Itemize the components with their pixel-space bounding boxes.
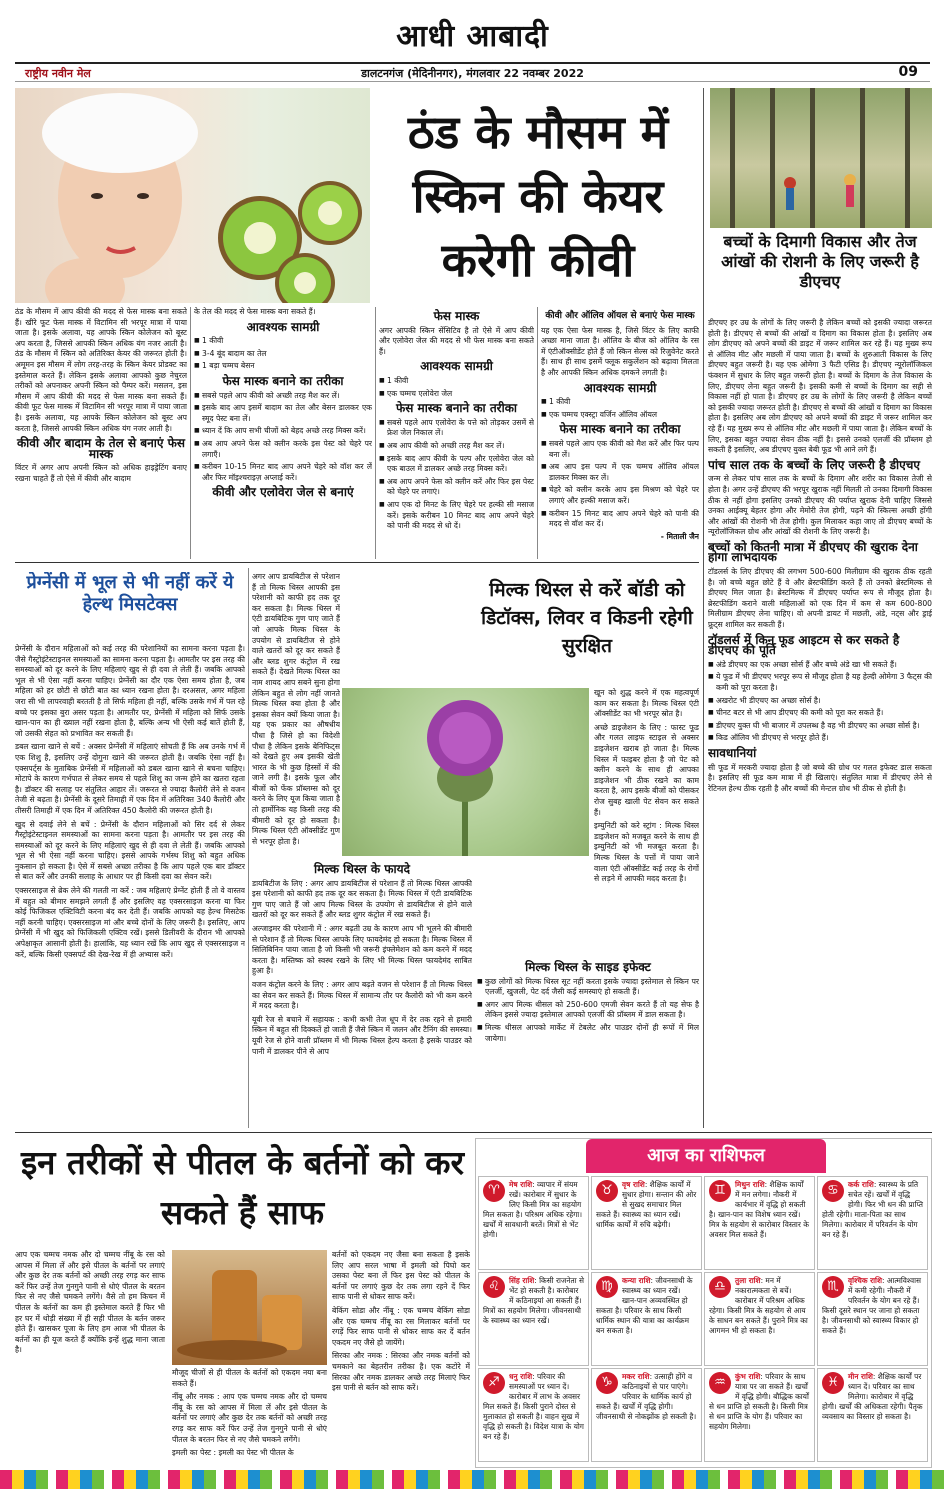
brass-column-1 bbox=[15, 1250, 165, 1465]
rashi-name: सिंह राशि bbox=[509, 1276, 535, 1285]
rashi-text: : परिवार की समस्याओं पर ध्यान दें। कारोबार में लाभ के अवसर मिल सकते हैं। किसी पुराने दोस्त से मुलाकात हो सकती है। वाहन सुख में वृद्धि हो सकती है। विदेश यात्रा के योग बन रहे हैं। bbox=[483, 1372, 584, 1441]
milk-col2b: अच्छे डाइजेशन के लिए : फास्ट फूड और गलत लाइफ स्टाइल से अक्सर डाइजेशन खराब हो जाता है। मिल्क थिस्ल में फाइबर होता है जो पेट को क्लीन करने के साथ ही आपका डाइजेशन भी ठीक रखने का काम करता है, आप इसके बीजों को पीसकर रोज सुबह खाली पेट सेवन कर सकते हैं। bbox=[594, 722, 699, 817]
rashi-card bbox=[704, 1368, 815, 1462]
milk-column-2 bbox=[594, 688, 699, 953]
list-item: ■ मिल्क थीसल आपको मार्केट में टेबलेट और पाउडर दोनों ही रूपों में मिल जायेगा। bbox=[477, 1023, 699, 1044]
rashi-text: : शैक्षिक कार्यों में मन लगेगा। नौकरी में कार्यभार में वृद्धि हो सकती है। खान-पान का विशेष ध्यान रखें। मित्र के सहयोग से कारोबार विस्तार के अवसर मिल सकते हैं। bbox=[709, 1180, 809, 1239]
pregnancy-column bbox=[15, 644, 245, 1128]
masthead bbox=[0, 0, 945, 62]
pregnancy-body-4: एक्सरसाइज से ब्रेक लेने की गलती ना करें : जब महिलाएं प्रेग्नेंट होती हैं तो वे वास्तव में बहुत को बीमार समझने लगती हैं और इसलिए वह एक्सरसाइज करना या फिर कोई फिजिकल एक्टिविटी करना बंद कर देती हैं। जबकि आपको यह हेल्थ मिसटेक नहीं करनी चाहिए। एक्सरसाइज मां और बच्चे दोनों के लिए जरूरी है। इसलिए, आप प्रेग्नेंसी में भी खुद को फिजिकली एक्टिव रखें। इससे डिलीवरी के दौरान भी आपको अपेक्षाकृत आसानी होती है। हालांकि, यह ध्यान रखें कि आप खुद से एक्सरसाइज न करें, बल्कि किसी एक्सपर्ट की देख-रेख में ही अभ्यास करें। bbox=[15, 886, 245, 959]
rashi-text: : स्वास्थ्य के प्रति सचेत रहें। खर्चों में वृद्धि होगी। फिर भी धन की प्राप्ति होती रहेगी। माता-पिता का साथ मिलेगा। कारोबार में परिवर्तन के योग बन रहे हैं। bbox=[822, 1180, 923, 1239]
kiwi-column-1 bbox=[15, 307, 187, 559]
rashi-card bbox=[478, 1176, 589, 1270]
list-item: ■ अखरोट भी डीएचए का अच्छा सोर्स है। bbox=[708, 696, 932, 707]
list-item: ■ अब आप कीवी को अच्छी तरह मैश कर लें। bbox=[379, 441, 534, 452]
list-item: ■ सबसे पहले आप एलोवेरा के पत्ते को तोड़कर उसमें से फ्रेश जेल निकाल लें। bbox=[379, 418, 534, 439]
rashi-card bbox=[704, 1176, 815, 1270]
dha-body-1: डीएचए हर उम्र के लोगों के लिए जरूरी है लेकिन बच्चों को इसकी ज्यादा जरूरत होती है। डीएचए से बच्चों की आंखों व दिमाग का विकास होता है। इसलिए अब लोग डीएचए को अपने बच्चों की डाइट में जरूर शामिल कर रहे हैं। यह मुख्य रूप से ऑलिव मीट और मछली में पाया जाता है। बच्चों के शुरुआती विकास के लिए डीएचए बहुत जरूरी है। यह एक ओमेगा 3 फैटी एसिड है। डीएचए न्यूरोलॉजिकल फंक्शन में सुधार के लिए बहुत जरूरी होता है। बच्चों के दिमाग के तेज विकास के लिए, डीएचए लेना बहुत जरूरी है। इसकी कमी से बच्चों के दिमाग का सही से विकास नहीं हो पाता है। डीएचए हर उम्र के लोगों के लिए जरूरी है लेकिन बच्चों को इसकी ज्यादा जरूरत होती है। डीएचए से बच्चों की आंखों व दिमाग का विकास होता है। इसलिए अब लोग डीएचए को अपने बच्चों की डाइट में जरूर शामिल कर रहे हैं। यह मुख्य रूप से ऑलिव मीट और मछली में पाया जाता है। लेकिन बच्चों के लिए, इसका बहुत ज्यादा सेवन ठीक नहीं है। इससे उनको एलर्जी की प्रॉब्लम हो सकती है इसलिए, अब डीएचए युक्त बेबी फूड भी आने लगे हैं। bbox=[708, 318, 932, 455]
rashi-name: वृष राशि bbox=[622, 1180, 645, 1189]
zodiac-icon: ♐ bbox=[483, 1372, 505, 1394]
page-title: आधी आबादी bbox=[396, 19, 549, 54]
rashi-name: मिथुन राशि bbox=[735, 1180, 765, 1189]
kiwi-col4-h0: कीवी और ऑलिव ऑयल से बनाएं फेस मास्क bbox=[545, 311, 695, 321]
thistle-photo bbox=[342, 688, 589, 856]
list-item: ■ चीनट बटर से भी आप डीएचए की कमी को पूरा कर सकते हैं। bbox=[708, 708, 932, 719]
list-item: ■ 1 कीवी bbox=[541, 397, 699, 408]
zodiac-icon: ♋ bbox=[822, 1180, 844, 1202]
list-item: ■ इसके बाद आप इसमें बादाम का तेल और बेसन डालकर एक स्मूद पेस्ट बना लें। bbox=[194, 403, 372, 424]
kiwi-col1-text: ठंड के मौसम में आप कीवी की मदद से फेस मास्क बना सकते हैं। खीरे फूट फेस मास्क में विटामिन सी भरपूर मात्रा में पाया जाता है। इसके अलावा, यह आपके स्किन कोलेजन को बूस्ट अप करता है, जिससे आपकी स्किन अधिक यंग नजर आती है। ठंड के मौसम में स्किन को अतिरिक्त केयर की जरूरत होती है। अमूमन इस मौसम में लोग तरह-तरह के स्किन केयर प्रोडक्ट का इस्तेमाल करते हैं। लेकिन इसके अलावा आपको कुछ नेचुरल तरीकों को अपनाकर अपनी स्किन को पैम्पर करें। मसलन, इस मौसम में आप कीवी की मदद से फेस मास्क बना सकते हैं। कीवी फूट फेस मास्क में विटामिन सी भरपूर मात्रा में पाया जाता है। इसके अलावा, यह आपके स्किन कोलेजन को बूस्ट अप करता है, जिससे आपकी स्किन अधिक यंग नजर आती है। bbox=[15, 307, 187, 433]
kiwi-column-2 bbox=[194, 307, 372, 559]
rashi-text: : व्यापार में संयम रखें। कारोबार में सुधार के लिए किसी मित्र का सहयोग मिल सकता है। परिश्रम अधिक रहेगा। खर्चों में सावधानी बरतें। मित्रों से भेंट होगी। bbox=[483, 1180, 583, 1239]
brass-col3c: सिरका और नमक : सिरका और नमक बर्तनों को चमकाने का बेहतरीन तरीका है। एक कटोरे में सिरका और नमक डालकर अच्छे तरह मिलाएं फिर इस पानी से बर्तन को साफ करें। bbox=[332, 1351, 470, 1393]
kiwi-col2-intro: के तेल की मदद से फेस मास्क बना सकते हैं। bbox=[194, 307, 316, 316]
rashi-card bbox=[478, 1272, 589, 1366]
brass-col3: बर्तनों को एकदम नए जैसा बना सकता है इसके लिए आप सरल भाषा में इमली को पिघो कर उसका पेस्ट बना लें फिर इस पेस्ट को पीतल के बर्तनों पर लगाएं कुछ देर तक लगा रहने दें फिर साफ पानी से धोकर साफ करें। bbox=[332, 1250, 470, 1302]
list-item: ■ किड ऑलिव भी डीएचए से भरपूर होते हैं। bbox=[708, 733, 932, 744]
milk-col1e: यूवी रेज से बचाने में सहायक : कभी कभी तेज धूप में देर तक रहने से हमारी स्किन में बहुत सी दिक्कतें हो जाती हैं जैसे स्किन में जलन और टैनिंग की समस्या। यूवी रेज से होने वाली प्रॉब्लम में भी मिल्क थिस्ल हेल्प करता है इसके पाउडर को पानी में डालकर पीने से आप bbox=[252, 1014, 472, 1056]
kiwi-col3-h0: फेस मास्क bbox=[433, 309, 480, 323]
list-item: ■ इसके बाद आप कीवी के पल्प और एलोवेरा जेल को एक बाउल में डालकर अच्छे तरह मिक्स करें। bbox=[379, 454, 534, 475]
list-item: ■ करीबन 10-15 मिनट बाद आप अपने चेहरे को वॉश कर लें और फिर मॉइश्चराइज़ अप्लाई करें। bbox=[194, 462, 372, 483]
kiwi-col2-h1: आवश्यक सामग्री bbox=[246, 319, 320, 334]
brass-col3b: बेकिंग सोडा और नींबू : एक चम्मच बेकिंग सोडा और एक चम्मच नींबू का रस मिलाकर बर्तनों पर रगड़ें फिर साफ पानी से धोकर साफ कर दें बर्तन एकदम नए जैसे हो जायेंगे। bbox=[332, 1305, 470, 1347]
rashi-card bbox=[591, 1272, 702, 1366]
kiwi-photo bbox=[15, 88, 370, 303]
color-stripe bbox=[0, 1470, 945, 1489]
rashi-card bbox=[591, 1368, 702, 1462]
milk-col1d: वजन कंट्रोल करने के लिए : अगर आप बढ़ते वजन से परेशान हैं तो मिल्क थिस्ल का सेवन कर सकते हैं। मिल्क थिस्ल में सामान्य तौर पर कैलोरी को भी कम करने में मदद करता है। bbox=[252, 979, 472, 1011]
rashi-text: : परिवार के साथ यात्रा पर जा सकते हैं। खर्चों में वृद्धि होगी। बौद्धिक कार्यों से धन प्राप्ति हो सकती है। किसी मित्र से धन प्राप्ति के योग हैं। परिवार का सहयोग मिलेगा। bbox=[709, 1372, 809, 1431]
byline: - मिताली जैन bbox=[660, 531, 699, 541]
pregnancy-headline: प्रेग्नेंसी में भूल से भी नहीं करें ये हेल्थ मिसटेक्स bbox=[26, 572, 234, 615]
brass-col1: आप एक चम्मच नमक और दो चम्मच नींबू के रस को आपस में मिला लें और इसे पीतल के बर्तनों पर लगाएं और कुछ देर तक बर्तनों को अच्छी तरह रगड़ कर साफ करें फिर उन्हें तेज गुनगुने पानी से धोएं पीतल के बरतन फिर से नए जैसे चमकने लगेंगे। वैसे तो हम किचन में पीतल के बर्तनों का कम ही इस्तेमाल करते हैं फिर भी हर घर में थोड़ी संख्या में ही सही पीतल के बर्तन जरूर होते हैं। खासकर पूजा के लिए हम आज भी पीतल के बर्तनों का ही यूज करते हैं क्योंकि इन्हें शुद्ध माना जाता है। bbox=[15, 1250, 165, 1355]
rashi-name: कर्क राशि bbox=[848, 1180, 874, 1189]
zodiac-icon: ♍ bbox=[596, 1276, 618, 1298]
rashi-name: मकर राशि bbox=[622, 1372, 650, 1381]
dha-h4: सावधानियां bbox=[708, 745, 757, 760]
dha-body-3: टॉडलर्स के लिए डीएचए की लगभग 500-600 मिलीग्राम की खुराक ठीक रहती है। जो बच्चे बहुत छोटे हैं वे और ब्रेस्टफीडिंग करते हैं तो उनको ब्रेस्टमिल्क से डीएचए मिल जाता है। ब्रेस्टमिल्क में डीएचए पर्याप्त रूप से मौजूद होता है। ब्रेस्टफीडिंग कराने वाली महिलाओं को एक दिन में कम से कम 600-800 मिलीग्राम डीएचए लेना चाहिए। वो अपनी डायट में मछली, अंडे, नट्स और ड्राई फ्रूट्स शामिल कर सकती हैं। bbox=[708, 567, 932, 630]
milk-column-1b bbox=[252, 860, 472, 1128]
dha-h2: बच्चों को कितनी मात्रा में डीएचए की खुराक देना होगा लाभदायक bbox=[708, 539, 918, 565]
zodiac-icon: ♓ bbox=[822, 1372, 844, 1394]
dha-headline: बच्चों के दिमागी विकास और तेज आंखों की रोशनी के लिए जरूरी है डीएचए bbox=[721, 232, 919, 291]
rashi-card bbox=[817, 1272, 928, 1366]
brass-col2b: नींबू और नमक : आप एक चम्मच नमक और दो चम्मच नींबू के रस को आपस में मिला लें और इसे पीतल के बर्तनों पर लगाएं और कुछ देर तक बर्तनों को अच्छी तरह रगड़ कर साफ करें फिर उन्हें तेज गुनगुने पानी से धोएं पीतल के बरतन फिर से नए जैसे चमकने लगेंगे। bbox=[172, 1392, 327, 1444]
milk-h2: मिल्क थिस्ल के साइड इफेक्ट bbox=[525, 960, 651, 974]
milk-thistle-headline: मिल्क थिस्ल से करें बॉडी को डिटॉक्स, लिवर व किडनी रहेगी सुरक्षित bbox=[481, 579, 693, 657]
kiwi-col4-intro: यह एक ऐसा फेस मास्क है, जिसे विंटर के लिए काफी अच्छा माना जाता है। ऑलिव के बीज को ऑलिव के रस में एंटीऑक्सीडेंट होते हैं जो स्किन सेल्स को रिजुवेनेट करते हैं। साथ ही साथ इसमें फ्लूक सकुलेंशन को बढ़ावा मिलता है और आपकी स्किन अधिक दमकने लगती है। bbox=[541, 325, 699, 377]
zodiac-icon: ♊ bbox=[709, 1180, 731, 1202]
list-item: ■ ध्यान दें कि आप सभी चीजों को बेहद अच्छे तरह मिक्स करें। bbox=[194, 426, 372, 437]
dha-body-2: जन्म से लेकर पांच साल तक के बच्चों के दिमाग और शरीर का विकास तेजी से होता है। अगर उन्हें डीएचए की भरपूर खुराक नहीं मिलती तो उनका दिमागी विकास ठीक से नहीं होगा इसलिए उनको डीएचए की पर्याप्त खुराक देनी चाहिए जिससे उनका आईक्यू बेहतर होगा और मेमोरी तेज होगी, पढ़ने की स्किल्स अच्छी होंगी और आंखों की रोशनी भी तेज होगी। कुल मिलाकर कहा जाए तो डीएचए बच्चों के न्यूरोलॉजिकल ग्रोथ और आंखों की रोशनी के लिए जरूरी है। bbox=[708, 474, 932, 537]
kiwi-col3-h2: फेस मास्क बनाने का तरीका bbox=[395, 401, 518, 416]
zodiac-icon: ♎ bbox=[709, 1276, 731, 1298]
rashi-card bbox=[591, 1176, 702, 1270]
kiwi-col2-h3: कीवी और एलोवेरा जेल से बनाएं bbox=[212, 485, 354, 500]
list-item: ■ अंडे डीएचए का एक अच्छा सोर्स हैं और बच्चे अंडे खा भी सकते हैं। bbox=[708, 660, 932, 671]
rashi-name: तुला राशि bbox=[735, 1276, 761, 1285]
list-item: ■ 3-4 बूंद बादाम का तेल bbox=[194, 349, 372, 360]
thistle-illustration bbox=[342, 688, 589, 856]
milk-col1c: अल्जाइमर की परेशानी में : अगर बढ़ती उम्र के कारण आप भी भूलने की बीमारी से परेशान हैं तो मिल्क थिस्ल आपके लिए फायदेमंद हो सकता है। मिल्क थिस्ल में सिलिबिनिन पाया जाता है जो किसी भी जरूरी इंफ्लेमेशन को कम करने में मदद करता है। मस्तिष्क को स्वस्थ रखने के लिए भी मिल्क थिस्ल फायदेमंद साबित हुआ है। bbox=[252, 923, 472, 976]
brass-photo bbox=[172, 1250, 327, 1365]
rashi-card bbox=[817, 1368, 928, 1462]
newspaper-logo: राष्ट्रीय नवीन मेल bbox=[25, 67, 91, 80]
dha-column bbox=[708, 318, 932, 1128]
rashi-text: : आत्मविश्वास में कमी रहेगी। नौकरी में परिवर्तन के योग बन रहे हैं। किसी दूसरे स्थान पर जाना हो सकता है। जीवनसाथी को स्वास्थ्य विकार हो सकते हैं। bbox=[822, 1276, 922, 1335]
list-item: ■ चेहरे को क्लीन करके आप इस मिश्रण को चेहरे पर लगाएं और हल्की मसाज करें। bbox=[541, 485, 699, 506]
list-item: ■ कुछ लोगों को मिल्क थिस्ल सूट नहीं करता इसके ज्यादा इस्तेमाल से स्किन पर एलर्जी, खुजली, पेट दर्द जैसी कई समस्याएं हो सकती हैं। bbox=[477, 977, 699, 998]
list-item: ■ आप एक दो मिनट के लिए चेहरे पर हल्की सी मसाज करें। इसके करीबन 10 मिनट बाद आप अपने चेहरे को पानी की मदद से धो दें। bbox=[379, 500, 534, 532]
kiwi-headline: ठंड के मौसम में स्किन की केयर करेगी कीवी bbox=[407, 105, 669, 287]
list-item: ■ 1 बड़ा चम्मच बेसन bbox=[194, 361, 372, 372]
rashi-card bbox=[704, 1272, 815, 1366]
dha-h1: पांच साल तक के बच्चों के लिए जरूरी है डीएचए bbox=[708, 457, 921, 472]
rashi-name: मेष राशि bbox=[509, 1180, 533, 1189]
kiwi-col4-h2: फेस मास्क बनाने का तरीका bbox=[559, 422, 681, 437]
zodiac-icon: ♈ bbox=[483, 1180, 505, 1202]
kiwi-col4-h1: आवश्यक सामग्री bbox=[583, 380, 657, 395]
zodiac-icon: ♒ bbox=[709, 1372, 731, 1394]
pregnancy-body-2: डबल खाना खाने से बचें : अक्सर प्रेग्नेंसी में महिलाएं सोचती हैं कि अब उनके गर्भ में एक शिशु है, इसलिए उन्हें दोगुना खाने की जरूरत होती है। जबकि ऐसा नहीं है। एक्सपर्ट्स के मुताबिक प्रेग्नेंसी में महिलाओं को डबल खाना खाने से बचना चाहिए। मोटापे के कारण गर्भपात से लेकर समय से पहले शिशु का जन्म होने का खतरा रहता है। डॉक्टर की सलाह पर संतुलित आहार लें। जरूरत से ज्यादा कैलोरी लेने से वजन तेजी से बढ़ता है। प्रेग्नेंसी के दूसरे तिमाही में एक दिन में अतिरिक्त 340 कैलोरी और तीसरी तिमाही में एक दिन में अतिरिक्त 450 कैलोरी की जरूरत होती है। bbox=[15, 742, 245, 815]
rashi-name: वृश्चिक राशि bbox=[848, 1276, 882, 1285]
rashi-text: : शैक्षिक कार्यों में सुधार होगा। सन्तान की ओर से सुखद समाचार मिल सकते हैं। स्वास्थ्य का ध्यान रखें। धार्मिक कार्यों में रुचि बढ़ेगी। bbox=[596, 1180, 697, 1229]
date-bar bbox=[15, 62, 930, 82]
pregnancy-body-1: प्रेग्नेंसी के दौरान महिलाओं को कई तरह की परेशानियों का सामना करना पड़ता है। जैसे गैस्ट्रोइंटेस्टाइनल समस्याओं का सामना करना पड़ता है। आमतौर पर इस तरह की समस्याओं को दूर करने के लिए महिलाएं खुद से ही दवा ले लेती हैं। जबकि आपको भूल से भी ऐसा नहीं करना चाहिए। प्रेग्नेंसी का दौर एक ऐसा समय होता है, जब महिला को हर छोटी से छोटी बात का ध्यान रखना होता है। दरअसल, अगर महिला जरा सी भी लापरवाही बरतती है तो सिर्फ महिला ही नहीं, बल्कि उसके गर्भ में पल रहे बच्चे पर इसका बुरा असर पड़ता है। आमतौर पर, प्रेग्नेंसी में महिला को सिर्फ उसके खान-पान का ही ख्याल नहीं रखना होता है, बल्कि अन्य भी ऐसी कई बातें होती हैं, जो उसकी सेहत को प्रभावित कर सकती हैं। bbox=[15, 644, 245, 738]
pregnancy-body-3: खुद से दवाई लेने से बचें : प्रेग्नेंसी के दौरान महिलाओं को सिर दर्द से लेकर गैस्ट्रोइंटेस्टाइनल समस्याओं का सामना करना पड़ता है। आमतौर पर इस तरह की समस्याओं को दूर करने के लिए महिलाएं खुद से ही दवा ले लेती हैं। जबकि आपको भूल से भी ऐसा नहीं करना चाहिए। इससे आपके गर्भस्थ शिशु को बहुत अधिक नुकसान हो सकता है। ऐसे में सबसे अच्छा तरीका है कि आप पहले एक बार डॉक्टर से बात करें और उनकी सलाह के आधार पर ही किसी दवा का सेवन करें। bbox=[15, 819, 245, 882]
brass-col2: मौजूद चीजों से ही पीतल के बर्तनों को एकदम नया बना सकते हैं। bbox=[172, 1368, 327, 1388]
rashi-name: कुंभ राशि bbox=[735, 1372, 761, 1381]
milk-column-3 bbox=[477, 958, 699, 1128]
list-item: ■ एक चम्मच एक्स्ट्रा वर्जिन ऑलिव ऑयल bbox=[541, 410, 699, 421]
rashi-card bbox=[817, 1176, 928, 1270]
kiwi-illustration bbox=[15, 88, 370, 303]
rashi-name: धनु राशि bbox=[509, 1372, 533, 1381]
rashi-text: : जीवनसाथी के स्वास्थ्य का ध्यान रखें। खान-पान अव्यवस्थित हो सकता है। परिवार के साथ किसी धार्मिक स्थान की यात्रा का कार्यक्रम बन सकता है। bbox=[596, 1276, 693, 1335]
milk-col2c: इम्युनिटी को करे स्ट्रांग : मिल्क थिस्ल डाइजेशन को मजबूत करने के साथ ही इम्युनिटी को भी मजबूत करता है। मिल्क थिस्ल के पत्तों में पाया जाने वाला एंटी ऑक्सीडेंट कई तरह के रोगों से लड़ने में आपकी मदद करता है। bbox=[594, 821, 699, 884]
zodiac-icon: ♏ bbox=[822, 1276, 844, 1298]
rashi-text: : शैक्षिक कार्यों पर ध्यान दें। परिवार का साथ मिलेगा। कारोबार में वृद्धि होगी। खर्चों की अधिकता रहेगी। पैतृक व्यवसाय का विस्तार हो सकता है। bbox=[822, 1372, 923, 1421]
brass-column-2 bbox=[172, 1368, 327, 1466]
kiwi-col1-heading: कीवी और बादाम के तेल से बनाएं फेस मास्क bbox=[16, 436, 186, 461]
kiwi-column-3 bbox=[379, 307, 534, 559]
rashi-text: : किसी राजनेता से भेंट हो सकती है। कारोबार में कठिनाइयां आ सकती हैं। मित्रों का सहयोग मिलेगा। जीवनसाथी के स्वास्थ्य का ध्यान रखें। bbox=[483, 1276, 584, 1325]
park-illustration bbox=[710, 88, 932, 228]
zodiac-icon: ♌ bbox=[483, 1276, 505, 1298]
zodiac-icon: ♉ bbox=[596, 1180, 618, 1202]
rashi-name: मीन राशि bbox=[848, 1372, 873, 1381]
kiwi-col3-h1: आवश्यक सामग्री bbox=[420, 359, 493, 374]
children-park-photo bbox=[710, 88, 932, 228]
list-item: ■ अब आप अपने फेस को क्लीन करके इस पेस्ट को चेहरे पर लगाएँ। bbox=[194, 439, 372, 460]
list-item: ■ अब आप अपने फेस को क्लीन करें और फिर इस पेस्ट को चेहरे पर लगाएं। bbox=[379, 477, 534, 498]
list-item: ■ अगर आप मिल्क थीसल को 250-600 एमजी सेवन करते हैं तो यह सेफ है लेकिन इससे ज्यादा इस्तेमाल आपको एलर्जी की प्रॉब्लम में डाल सकता है। bbox=[477, 1000, 699, 1021]
rashifal-title: आज का राशिफल bbox=[586, 1139, 826, 1173]
kiwi-col2-h2: फेस मास्क बनाने का तरीका bbox=[222, 373, 344, 388]
list-item: ■ करीबन 15 मिनट बाद आप अपने चेहरे को पानी की मदद से वॉश कर दें। bbox=[541, 509, 699, 530]
brass-column-3 bbox=[332, 1250, 470, 1465]
list-item: ■ 1 कीवी bbox=[194, 336, 372, 347]
rashi-text: : उत्साही होंगे व कठिनाइयों से पार पाएंगे। परिवार के धार्मिक कार्य हो सकते हैं। खर्चों में वृद्धि होगी। जीवनसाथी से नोकझोंक हो सकती है। bbox=[596, 1372, 697, 1421]
issue-date: डालटनगंज (मेदिनीनगर), मंगलवार 22 नवम्बर 2022 bbox=[361, 67, 584, 80]
kiwi-column-4 bbox=[541, 307, 699, 559]
list-item: ■ सबसे पहले आप एक कीवी को मैश करें और फिर पल्प बना लें। bbox=[541, 439, 699, 460]
milk-col1b: डायबिटीज के लिए : अगर आप डायबिटीज से परेशान हैं तो मिल्क थिस्ल आपकी इस परेशानी को काफी हद तक दूर कर सकता है। मिल्क थिस्ल में एंटी डायबिटिक गुण पाए जाते हैं जो आप मिल्क थिस्ल के उपयोग से डायबिटीज से होने वाले खतरों को दूर कर सकते हैं और ब्लड शुगर कंट्रोल में रख सकते हैं। bbox=[252, 878, 472, 920]
page-number: 09 bbox=[898, 64, 918, 80]
brass-vessels-illustration bbox=[172, 1250, 327, 1365]
dha-body-4: सी फूड में मरकरी ज्यादा होता है जो बच्चे की ग्रोथ पर गलत इफेक्ट डाल सकता है। इसलिए सी फूड कम मात्रा में ही खिलाएं। संतुलित मात्रा में डीएचए लेने से रेटिनल हेल्थ ठीक रहती है और बच्चों की मेन्टल ग्रोथ भी ठीक से होती है। bbox=[708, 762, 932, 793]
list-item: ■ डीएचए युक्त घी भी बाजार में उपलब्ध है वह भी डीएचए का अच्छा सोर्स है। bbox=[708, 721, 932, 732]
rashi-name: कन्या राशि bbox=[622, 1276, 651, 1285]
milk-col1-text: अगर आप डायबिटीज से परेशान हैं तो मिल्क थिस्ल आपकी इस परेशानी को काफी हद तक दूर कर सकता है। मिल्क थिस्ल में एंटी डायबिटिक गुण पाए जाते हैं जो आपके मिल्क थिस्ल के उपयोग से डायबिटीज से होने वाले खतरों को दूर कर सकते हैं और ब्लड शुगर कंट्रोल में रख सकते हैं। देखते मिल्क थिस्ल का नाम शायद आप सबने सुना होगा लेकिन बहुत से लोग नहीं जानते मिल्क थिस्ल क्या होता है और इसका सेवन क्यों किया जाता है। यह एक प्रकार का औषधीय पौधा है जिसे हो का विदेशी पौधा है लेकिन इसके बेनिफिट्स को देखते हुए अब इसकी खेती भारत के भी कुछ हिस्सों में की जाने लगी है। इसके फूल और बीजों को फेंक प्रॉब्लम्स को दूर करने के लिए यूज किया जाता है तो हार्मोनिक यह किसी तरह की बीमारी को दूर हो सकता है। मिल्क थिस्ल एंटी ऑक्सीडेंट गुण से भरपूर होता है। bbox=[252, 572, 340, 846]
list-item: ■ सबसे पहले आप कीवी को अच्छी तरह मैश कर लें। bbox=[194, 391, 372, 402]
list-item: ■ एक चम्मच एलोवेरा जेल bbox=[379, 389, 534, 400]
list-item: ■ अब आप इस पल्प में एक चम्मच ऑलिव ऑयल डालकर मिक्स कर लें। bbox=[541, 462, 699, 483]
kiwi-col3-intro: अगर आपकी स्किन सेंसिटिव है तो ऐसे में आप कीवी और एलोवेरा जेल की मदद से भी फेस मास्क बना सकते हैं। bbox=[379, 325, 534, 356]
milk-col2: खून को शुद्ध करने में एक महत्वपूर्ण काम कर सकता है। मिल्क थिस्ल एंटी ऑक्सीडेंट का भी भरपूर स्रोत है। bbox=[594, 688, 699, 719]
milk-h1: मिल्क थिस्ल के फायदे bbox=[314, 862, 410, 876]
zodiac-icon: ♑ bbox=[596, 1372, 618, 1394]
brass-col2c: इमली का पेस्ट : इमली का पेस्ट भी पीतल के bbox=[172, 1448, 294, 1458]
dha-h3: टॉडलर्स में किन फूड आइटम से कर सकते है डीएचए की पूर्ति bbox=[708, 632, 900, 658]
rashi-text: : मन में नकारात्मकता से बचें। कारोबार में परिश्रम अधिक रहेगा। किसी मित्र के सहयोग से आय के साधन बन सकते हैं। पुराने मित्र का आगमन भी हो सकता है। bbox=[709, 1276, 808, 1335]
brass-headline: इन तरीकों से पीतल के बर्तनों को कर सकते हैं साफ bbox=[20, 1143, 465, 1232]
rashi-card bbox=[478, 1368, 589, 1462]
kiwi-col1-tail: विंटर में अगर आप अपनी स्किन को अधिक हाइड्रेटिंग बनाए रखना चाहते हैं तो ऐसे में कीवी और बादाम bbox=[15, 463, 187, 483]
list-item: ■ ये फूड में भी डीएचए भरपूर रूप से मौजूद होता है यह हेल्दी ओमेगा 3 फैट्स की कमी को पूरा करता है। bbox=[708, 672, 932, 693]
list-item: ■ 1 कीवी bbox=[379, 376, 534, 387]
